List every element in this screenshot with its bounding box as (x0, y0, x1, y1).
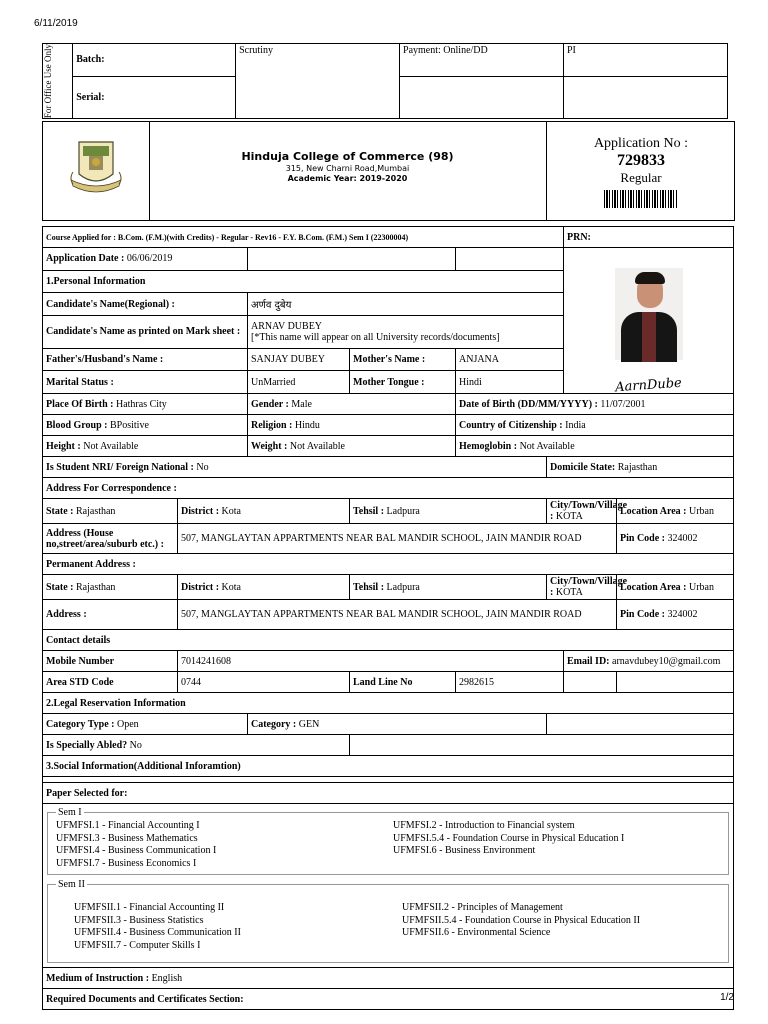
email-label: Email ID: (567, 655, 610, 667)
perm-district-label: District : (181, 581, 220, 593)
citizenship-label: Country of Citizenship : (459, 419, 563, 431)
sem1-paper: UFMFSI.1 - Financial Accounting I (56, 820, 200, 831)
sem1-paper: UFMFSI.2 - Introduction to Financial system (393, 820, 575, 831)
permanent-title: Permanent Address : (43, 554, 734, 575)
category-label: Category : (251, 718, 297, 730)
personal-info-title: 1.Personal Information (43, 270, 564, 293)
hemoglobin-label: Hemoglobin : (459, 440, 518, 452)
regional-name-value: अर्णव दुबेय (251, 300, 292, 312)
medium-label: Medium of Instruction : (46, 972, 150, 984)
mobile-value: 7014241608 (181, 655, 231, 667)
scrutiny-label: Scrutiny (239, 45, 273, 56)
corr-city-label: City/Town/Village : (550, 500, 628, 522)
payment-label: Payment: Online/DD (403, 45, 488, 56)
perm-district-value: Kota (221, 581, 241, 593)
category-value: GEN (298, 718, 320, 730)
barcode-icon (604, 190, 678, 208)
sem1-paper: UFMFSI.7 - Business Economics I (56, 857, 197, 869)
perm-area-label: Location Area : (620, 581, 687, 593)
printed-name-label: Candidate's Name as printed on Mark sheet : (46, 326, 241, 338)
religion-label: Religion : (251, 419, 293, 431)
email-value: arnavdubey10@gmail.com (612, 655, 721, 667)
perm-tehsil-value: Ladpura (386, 581, 420, 593)
photo-signature-cell (564, 248, 734, 394)
course-value: B.Com. (F.M.)(with Credits) - Regular - Rev16 - F.Y. B.Com. (F.M.) Sem I (22300004) (117, 232, 409, 242)
application-status: Regular (620, 170, 662, 185)
gender-value: Male (291, 398, 312, 410)
corr-tehsil-label: Tehsil : (353, 505, 385, 517)
sem2-legend: Sem II (58, 879, 85, 890)
college-header (42, 121, 735, 221)
std-code-value: 0744 (181, 676, 201, 688)
office-use-label-cell (43, 44, 73, 119)
corr-address-label: Address (House no,street/area/suburb etc.) : (46, 527, 164, 550)
mother-name-value: ANJANA (459, 353, 499, 365)
app-date-label: Application Date : (46, 253, 125, 265)
corr-district-label: District : (181, 505, 220, 517)
college-emblem-icon (43, 122, 149, 220)
office-use-label: For Office Use Only (43, 44, 53, 119)
marital-status-value: UnMarried (251, 376, 296, 388)
landline-value: 2982615 (459, 676, 494, 688)
specially-abled-value: No (129, 739, 142, 751)
perm-tehsil-label: Tehsil : (353, 581, 385, 593)
gender-label: Gender : (251, 398, 289, 410)
corr-area-label: Location Area : (620, 505, 687, 517)
weight-value: Not Available (289, 440, 345, 452)
social-info-title: 3.Social Information(Additional Inforamtion) (43, 756, 734, 777)
application-form-table (42, 226, 734, 1010)
sem2-paper: UFMFSII.1 - Financial Accounting II (74, 902, 225, 913)
corr-state-value: Rajasthan (76, 505, 116, 517)
application-no: 729833 (617, 152, 665, 169)
perm-pin-label: Pin Code : (620, 609, 665, 620)
correspondence-title: Address For Correspondence : (43, 478, 734, 499)
page-number: 1/2 (720, 992, 734, 1003)
dob-label: Date of Birth (DD/MM/YYYY) : (459, 398, 598, 410)
printed-name-note: [*This name will appear on all University records/documents] (251, 331, 500, 343)
hemoglobin-value: Not Available (519, 440, 575, 452)
height-value: Not Available (83, 440, 139, 452)
perm-city-label: City/Town/Village : (550, 576, 628, 598)
college-address: 315, New Charni Road,Mumbai (285, 164, 410, 173)
print-date: 6/11/2019 (34, 18, 78, 29)
college-logo (43, 122, 150, 220)
application-no-label: Application No : (593, 136, 689, 151)
perm-city-value: KOTA (555, 587, 583, 598)
corr-area-value: Urban (688, 505, 714, 517)
perm-pin-value: 324002 (667, 609, 698, 620)
corr-state-label: State : (46, 505, 74, 517)
sem2-paper: UFMFSII.3 - Business Statistics (74, 914, 204, 926)
serial-label: Serial: (76, 91, 105, 103)
corr-address-value: 507, MANGLAYTAN APPARTMENTS NEAR BAL MANDIR SCHOOL, JAIN MANDIR ROAD (181, 533, 582, 544)
blood-group-value: BPositive (110, 419, 149, 431)
perm-state-value: Rajasthan (76, 581, 116, 593)
father-name-label: Father's/Husband's Name : (46, 353, 164, 365)
category-type-value: Open (117, 718, 139, 730)
regional-name-label: Candidate's Name(Regional) : (46, 298, 175, 310)
batch-label: Batch: (76, 54, 105, 66)
perm-address-label: Address : (46, 609, 87, 620)
sem2-paper: UFMFSII.6 - Environmental Science (402, 927, 551, 938)
marital-status-label: Marital Status : (46, 376, 114, 388)
corr-city-value: KOTA (555, 511, 583, 522)
mother-tongue-label: Mother Tongue : (353, 376, 425, 388)
sem1-fieldset (47, 807, 729, 875)
sem2-paper: UFMFSII.4 - Business Communication II (74, 927, 241, 938)
perm-state-label: State : (46, 581, 74, 593)
blood-group-label: Blood Group : (46, 419, 108, 431)
app-date-value: 06/06/2019 (126, 253, 173, 265)
college-name: Hinduja College of Commerce (98) (241, 150, 454, 163)
std-code-label: Area STD Code (46, 676, 114, 688)
candidate-photo (615, 268, 683, 360)
corr-pin-value: 324002 (667, 533, 698, 544)
sem1-paper: UFMFSI.6 - Business Environment (393, 845, 536, 856)
pi-label: PI (566, 45, 576, 56)
sem1-paper: UFMFSI.4 - Business Communication I (56, 845, 217, 856)
specially-abled-label: Is Specially Abled? (46, 739, 128, 751)
documents-title: Required Documents and Certificates Section: (43, 989, 734, 1010)
height-label: Height : (46, 440, 81, 452)
corr-tehsil-value: Ladpura (386, 505, 420, 517)
nri-value: No (196, 461, 209, 473)
mobile-label: Mobile Number (46, 655, 115, 667)
legal-title: 2.Legal Reservation Information (43, 693, 734, 714)
application-number-box (546, 122, 735, 220)
weight-label: Weight : (251, 440, 288, 452)
perm-address-value: 507, MANGLAYTAN APPARTMENTS NEAR BAL MANDIR SCHOOL, JAIN MANDIR ROAD (181, 609, 582, 620)
nri-label: Is Student NRI/ Foreign National : (46, 461, 194, 473)
corr-district-value: Kota (221, 505, 241, 517)
course-label: Course Applied for : (46, 232, 116, 242)
sem2-paper: UFMFSII.2 - Principles of Management (402, 902, 563, 913)
contact-title: Contact details (43, 630, 734, 651)
office-use-table (42, 43, 728, 119)
sem2-paper: UFMFSII.5.4 - Foundation Course in Physical Education II (402, 914, 641, 926)
religion-value: Hindu (294, 419, 320, 431)
academic-year: Academic Year: 2019-2020 (287, 174, 408, 183)
sem2-paper: UFMFSII.7 - Computer Skills I (74, 939, 201, 951)
prn-label: PRN: (567, 231, 591, 243)
domicile-value: Rajasthan (617, 461, 658, 473)
sem1-paper: UFMFSI.3 - Business Mathematics (56, 832, 198, 844)
mother-name-label: Mother's Name : (353, 353, 426, 365)
citizenship-value: India (565, 419, 586, 431)
father-name-value: SANJAY DUBEY (251, 353, 325, 365)
perm-area-value: Urban (688, 581, 714, 593)
candidate-signature: AarnDube (614, 375, 683, 396)
sem2-fieldset (47, 879, 729, 963)
sem2-paper (402, 940, 720, 953)
sem1-paper (393, 858, 720, 871)
dob-value: 11/07/2001 (600, 398, 646, 410)
sem1-legend: Sem I (58, 807, 82, 818)
papers-title: Paper Selected for: (43, 783, 734, 804)
category-type-label: Category Type : (46, 718, 115, 730)
medium-value: English (151, 972, 183, 984)
mother-tongue-value: Hindi (459, 376, 482, 388)
domicile-label: Domicile State: (550, 461, 616, 473)
printed-name-value: ARNAV DUBEY (251, 320, 323, 332)
birth-place-label: Place Of Birth : (46, 398, 114, 410)
corr-pin-label: Pin Code : (620, 533, 665, 544)
birth-place-value: Hathras City (115, 398, 167, 410)
papers-section (43, 804, 734, 968)
landline-label: Land Line No (353, 676, 413, 688)
sem1-paper: UFMFSI.5.4 - Foundation Course in Physical Education I (393, 832, 625, 844)
